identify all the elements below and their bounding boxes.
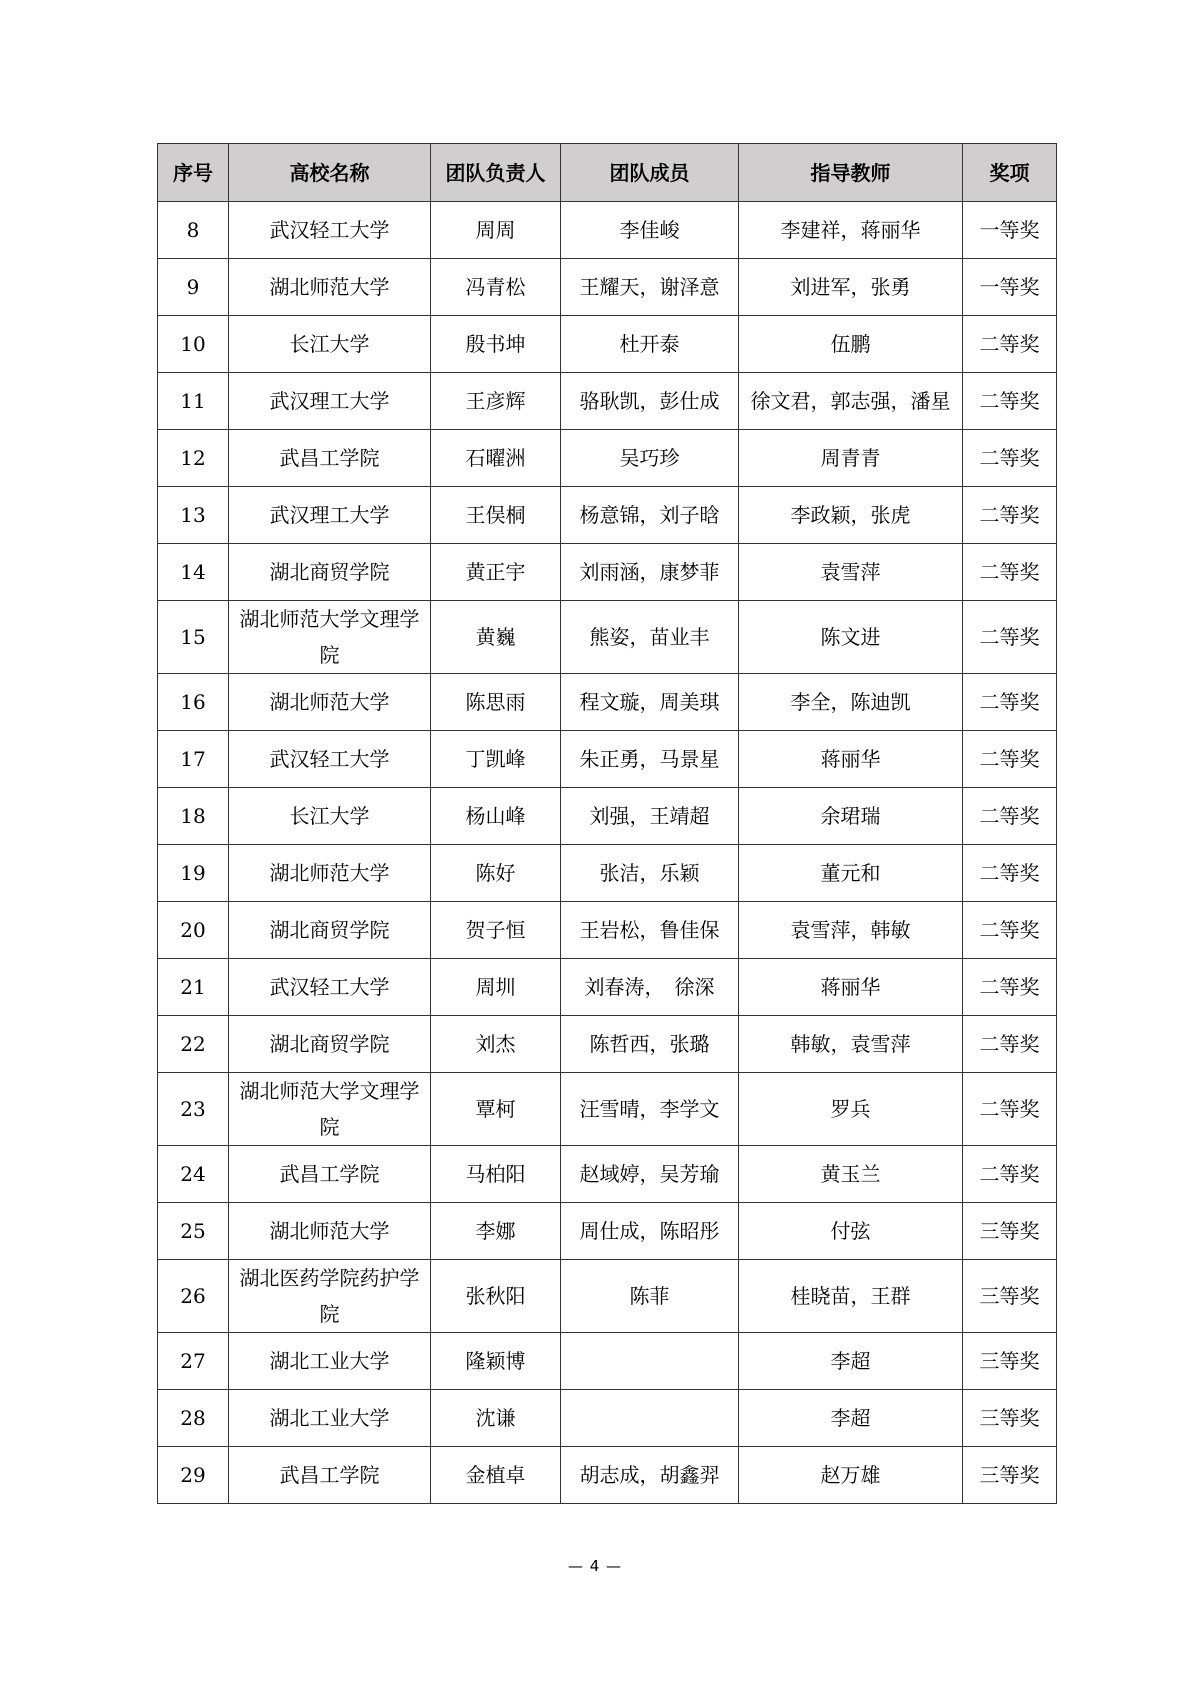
cell-school: 湖北师范大学 — [229, 845, 431, 902]
cell-award: 二等奖 — [963, 544, 1057, 601]
cell-advisors: 周青青 — [739, 430, 963, 487]
cell-school: 湖北师范大学 — [229, 1203, 431, 1260]
cell-members: 王耀天，谢泽意 — [561, 259, 739, 316]
cell-award: 二等奖 — [963, 788, 1057, 845]
cell-members: 刘雨涵，康梦菲 — [561, 544, 739, 601]
cell-leader: 周圳 — [431, 959, 561, 1016]
table-row — [158, 1203, 1057, 1260]
cell-advisors: 伍鹏 — [739, 316, 963, 373]
cell-advisors: 李全，陈迪凯 — [739, 674, 963, 731]
cell-award: 三等奖 — [963, 1260, 1057, 1333]
cell-members: 张洁，乐颖 — [561, 845, 739, 902]
cell-award: 二等奖 — [963, 487, 1057, 544]
cell-school: 湖北师范大学文理学院 — [229, 1073, 431, 1146]
header-members: 团队成员 — [561, 144, 739, 202]
cell-advisors: 蒋丽华 — [739, 731, 963, 788]
table-row — [158, 259, 1057, 316]
cell-members: 朱正勇，马景星 — [561, 731, 739, 788]
cell-school: 湖北师范大学 — [229, 674, 431, 731]
cell-award: 三等奖 — [963, 1390, 1057, 1447]
table-row — [158, 1390, 1057, 1447]
table-row — [158, 373, 1057, 430]
table-body — [158, 202, 1057, 1504]
cell-advisors: 赵万雄 — [739, 1447, 963, 1504]
table-row — [158, 1333, 1057, 1390]
cell-members: 胡志成，胡鑫羿 — [561, 1447, 739, 1504]
cell-leader: 黄巍 — [431, 601, 561, 674]
cell-leader: 马柏阳 — [431, 1146, 561, 1203]
cell-members: 刘强，王靖超 — [561, 788, 739, 845]
awards-table — [157, 143, 1057, 1504]
cell-school: 湖北工业大学 — [229, 1390, 431, 1447]
table-row — [158, 1146, 1057, 1203]
cell-no: 19 — [158, 845, 229, 902]
table-row — [158, 845, 1057, 902]
cell-advisors: 李超 — [739, 1390, 963, 1447]
cell-no: 23 — [158, 1073, 229, 1146]
cell-advisors: 黄玉兰 — [739, 1146, 963, 1203]
cell-leader: 冯青松 — [431, 259, 561, 316]
cell-no: 29 — [158, 1447, 229, 1504]
cell-leader: 隆颖博 — [431, 1333, 561, 1390]
cell-leader: 陈思雨 — [431, 674, 561, 731]
table-row — [158, 731, 1057, 788]
cell-members: 周仕成，陈昭彤 — [561, 1203, 739, 1260]
cell-award: 一等奖 — [963, 259, 1057, 316]
cell-advisors: 董元和 — [739, 845, 963, 902]
cell-no: 14 — [158, 544, 229, 601]
cell-leader: 黄正宇 — [431, 544, 561, 601]
header-advisors: 指导教师 — [739, 144, 963, 202]
cell-members — [561, 1333, 739, 1390]
cell-award: 二等奖 — [963, 902, 1057, 959]
table-row — [158, 1016, 1057, 1073]
cell-no: 9 — [158, 259, 229, 316]
cell-school: 湖北商贸学院 — [229, 544, 431, 601]
cell-advisors: 蒋丽华 — [739, 959, 963, 1016]
cell-members: 骆耿凯，彭仕成 — [561, 373, 739, 430]
cell-no: 13 — [158, 487, 229, 544]
cell-award: 二等奖 — [963, 601, 1057, 674]
cell-award: 三等奖 — [963, 1203, 1057, 1260]
cell-advisors: 余珺瑞 — [739, 788, 963, 845]
cell-no: 21 — [158, 959, 229, 1016]
cell-award: 二等奖 — [963, 674, 1057, 731]
cell-advisors: 刘进军，张勇 — [739, 259, 963, 316]
cell-members: 王岩松，鲁佳保 — [561, 902, 739, 959]
cell-award: 一等奖 — [963, 202, 1057, 259]
cell-leader: 杨山峰 — [431, 788, 561, 845]
cell-award: 二等奖 — [963, 1073, 1057, 1146]
cell-school: 湖北师范大学 — [229, 259, 431, 316]
cell-school: 武汉轻工大学 — [229, 959, 431, 1016]
cell-no: 10 — [158, 316, 229, 373]
cell-members: 程文璇，周美琪 — [561, 674, 739, 731]
cell-leader: 贺子恒 — [431, 902, 561, 959]
cell-award: 三等奖 — [963, 1447, 1057, 1504]
table-row — [158, 959, 1057, 1016]
header-leader: 团队负责人 — [431, 144, 561, 202]
cell-leader: 王俣桐 — [431, 487, 561, 544]
page-number: — 4 — — [567, 1557, 623, 1575]
table-row — [158, 601, 1057, 674]
cell-advisors: 袁雪萍 — [739, 544, 963, 601]
cell-advisors: 徐文君，郭志强，潘星 — [739, 373, 963, 430]
cell-advisors: 袁雪萍，韩敏 — [739, 902, 963, 959]
cell-school: 武汉理工大学 — [229, 487, 431, 544]
cell-members: 熊姿，苗业丰 — [561, 601, 739, 674]
cell-advisors: 罗兵 — [739, 1073, 963, 1146]
cell-leader: 沈谦 — [431, 1390, 561, 1447]
cell-advisors: 桂晓苗，王群 — [739, 1260, 963, 1333]
cell-members — [561, 1390, 739, 1447]
cell-school: 武汉理工大学 — [229, 373, 431, 430]
cell-no: 24 — [158, 1146, 229, 1203]
cell-leader: 石曜洲 — [431, 430, 561, 487]
cell-school: 武昌工学院 — [229, 1146, 431, 1203]
cell-advisors: 付弦 — [739, 1203, 963, 1260]
cell-no: 18 — [158, 788, 229, 845]
cell-members: 杨意锦，刘子晗 — [561, 487, 739, 544]
cell-school: 武昌工学院 — [229, 1447, 431, 1504]
cell-award: 二等奖 — [963, 430, 1057, 487]
cell-members: 吴巧珍 — [561, 430, 739, 487]
cell-advisors: 陈文进 — [739, 601, 963, 674]
cell-leader: 殷书坤 — [431, 316, 561, 373]
cell-school: 长江大学 — [229, 316, 431, 373]
cell-leader: 陈好 — [431, 845, 561, 902]
cell-no: 25 — [158, 1203, 229, 1260]
table-row — [158, 202, 1057, 259]
cell-school: 武昌工学院 — [229, 430, 431, 487]
cell-no: 16 — [158, 674, 229, 731]
cell-school: 长江大学 — [229, 788, 431, 845]
cell-award: 二等奖 — [963, 731, 1057, 788]
table-row — [158, 674, 1057, 731]
cell-award: 二等奖 — [963, 373, 1057, 430]
cell-leader: 刘杰 — [431, 1016, 561, 1073]
cell-award: 三等奖 — [963, 1333, 1057, 1390]
cell-award: 二等奖 — [963, 316, 1057, 373]
header-award: 奖项 — [963, 144, 1057, 202]
cell-school: 武汉轻工大学 — [229, 731, 431, 788]
cell-no: 20 — [158, 902, 229, 959]
cell-no: 15 — [158, 601, 229, 674]
cell-advisors: 李超 — [739, 1333, 963, 1390]
cell-no: 11 — [158, 373, 229, 430]
cell-no: 12 — [158, 430, 229, 487]
cell-leader: 张秋阳 — [431, 1260, 561, 1333]
table-header-row — [158, 144, 1057, 202]
cell-leader: 丁凯峰 — [431, 731, 561, 788]
cell-advisors: 韩敏，袁雪萍 — [739, 1016, 963, 1073]
table-row — [158, 788, 1057, 845]
cell-members: 陈哲西，张璐 — [561, 1016, 739, 1073]
cell-award: 二等奖 — [963, 959, 1057, 1016]
cell-leader: 李娜 — [431, 1203, 561, 1260]
cell-leader: 覃柯 — [431, 1073, 561, 1146]
header-school: 高校名称 — [229, 144, 431, 202]
cell-no: 22 — [158, 1016, 229, 1073]
cell-award: 二等奖 — [963, 1146, 1057, 1203]
table-row — [158, 487, 1057, 544]
cell-advisors: 李建祥，蒋丽华 — [739, 202, 963, 259]
table-row — [158, 1447, 1057, 1504]
table-row — [158, 544, 1057, 601]
cell-school: 湖北师范大学文理学院 — [229, 601, 431, 674]
table-row — [158, 1073, 1057, 1146]
cell-school: 湖北医药学院药护学院 — [229, 1260, 431, 1333]
table-row — [158, 902, 1057, 959]
cell-no: 8 — [158, 202, 229, 259]
cell-award: 二等奖 — [963, 1016, 1057, 1073]
cell-school: 武汉轻工大学 — [229, 202, 431, 259]
table-row — [158, 1260, 1057, 1333]
cell-advisors: 李政颖，张虎 — [739, 487, 963, 544]
cell-members: 陈菲 — [561, 1260, 739, 1333]
table-row — [158, 430, 1057, 487]
cell-school: 湖北商贸学院 — [229, 902, 431, 959]
cell-leader: 金植卓 — [431, 1447, 561, 1504]
cell-members: 刘春涛， 徐深 — [561, 959, 739, 1016]
cell-school: 湖北商贸学院 — [229, 1016, 431, 1073]
table-row — [158, 316, 1057, 373]
cell-no: 17 — [158, 731, 229, 788]
cell-no: 26 — [158, 1260, 229, 1333]
cell-school: 湖北工业大学 — [229, 1333, 431, 1390]
cell-award: 二等奖 — [963, 845, 1057, 902]
cell-leader: 王彦辉 — [431, 373, 561, 430]
cell-members: 李佳峻 — [561, 202, 739, 259]
cell-leader: 周周 — [431, 202, 561, 259]
cell-no: 28 — [158, 1390, 229, 1447]
cell-members: 杜开泰 — [561, 316, 739, 373]
cell-members: 汪雪晴，李学文 — [561, 1073, 739, 1146]
cell-no: 27 — [158, 1333, 229, 1390]
cell-members: 赵域婷，吴芳瑜 — [561, 1146, 739, 1203]
header-no: 序号 — [158, 144, 229, 202]
